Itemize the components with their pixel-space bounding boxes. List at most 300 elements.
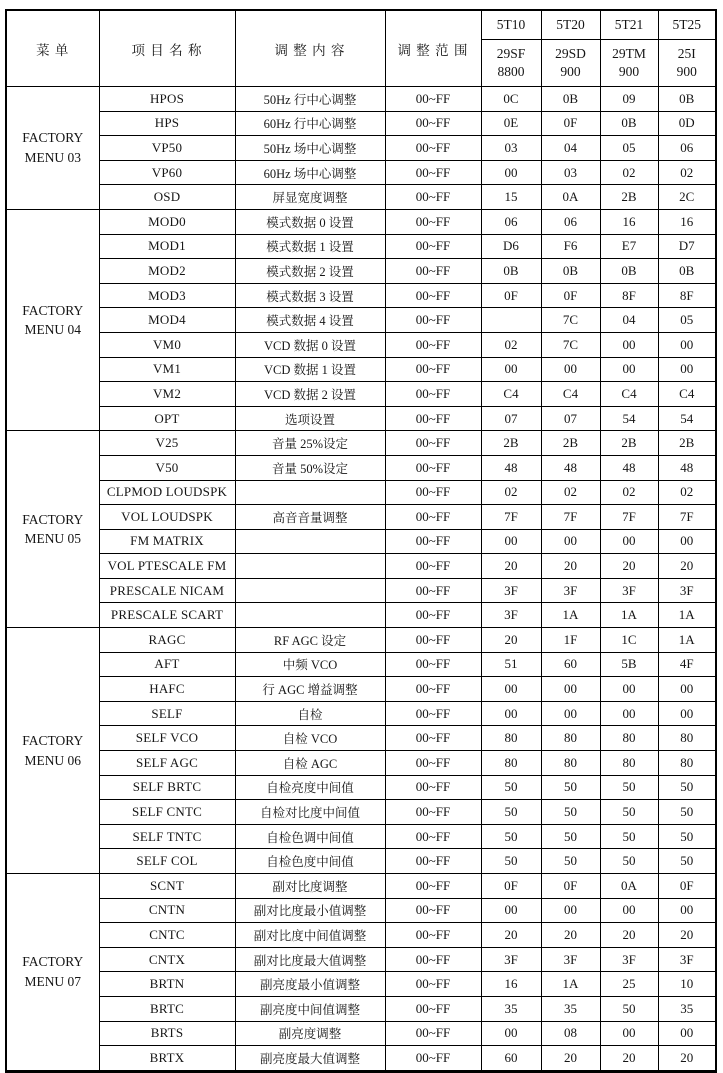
adjust-content-cell: 自检亮度中间值	[235, 775, 385, 800]
model-value-cell: 8F	[600, 283, 658, 308]
table-row	[6, 185, 716, 210]
table-row	[6, 480, 716, 505]
model-value-cell: 0F	[541, 874, 600, 899]
model-value-cell: 10	[658, 972, 716, 997]
table-row	[6, 160, 716, 185]
adjust-content-cell: 音量 25%设定	[235, 431, 385, 456]
table-row	[6, 382, 716, 407]
model-value-cell: 7F	[658, 505, 716, 530]
adjust-range-cell: 00~FF	[385, 800, 481, 825]
table-row	[6, 603, 716, 628]
model-value-cell: 0B	[600, 259, 658, 284]
table-header	[6, 10, 716, 87]
model-value-cell: 00	[600, 1021, 658, 1046]
model-value-cell: 20	[541, 1046, 600, 1072]
model-value-cell: 3F	[658, 578, 716, 603]
model-value-cell: 00	[600, 898, 658, 923]
model-value-cell: 00	[600, 677, 658, 702]
chassis-line: 29SF	[496, 46, 526, 62]
adjust-content-cell	[235, 554, 385, 579]
header-chassis-25i900	[658, 40, 716, 87]
item-name-cell: MOD2	[99, 259, 235, 284]
model-value-cell: 03	[541, 160, 600, 185]
model-value-cell: 2B	[600, 185, 658, 210]
table-row	[6, 554, 716, 579]
adjust-range-cell: 00~FF	[385, 972, 481, 997]
table-row	[6, 898, 716, 923]
model-value-cell: 00	[481, 160, 541, 185]
model-value-cell: 20	[481, 554, 541, 579]
header-model-5t21: 5T21	[600, 10, 658, 40]
adjust-content-cell: 模式数据 3 设置	[235, 283, 385, 308]
item-name-cell: VOL PTESCALE FM	[99, 554, 235, 579]
item-name-cell: MOD4	[99, 308, 235, 333]
model-value-cell: 07	[481, 406, 541, 431]
model-value-cell: 15	[481, 185, 541, 210]
model-value-cell: 00	[541, 529, 600, 554]
model-value-cell: 00	[541, 677, 600, 702]
menu-section-line: MENU 04	[24, 322, 82, 338]
adjust-content-cell: 60Hz 场中心调整	[235, 160, 385, 185]
model-value-cell: 80	[600, 751, 658, 776]
adjust-range-cell: 00~FF	[385, 677, 481, 702]
model-value-cell: 0F	[541, 111, 600, 136]
model-value-cell: 54	[658, 406, 716, 431]
model-value-cell: 3F	[541, 578, 600, 603]
adjust-range-cell: 00~FF	[385, 824, 481, 849]
chassis-line: 8800	[497, 64, 525, 79]
table-row	[6, 824, 716, 849]
model-value-cell: 0C	[481, 87, 541, 112]
model-value-cell: 04	[600, 308, 658, 333]
adjust-content-cell: 模式数据 2 设置	[235, 259, 385, 284]
model-value-cell: 48	[541, 455, 600, 480]
model-value-cell: 20	[541, 554, 600, 579]
model-value-cell: 00	[658, 898, 716, 923]
model-value-cell: 80	[658, 726, 716, 751]
chassis-line: 900	[676, 64, 697, 79]
model-value-cell: C4	[541, 382, 600, 407]
adjust-range-cell: 00~FF	[385, 357, 481, 382]
model-value-cell: 1C	[600, 628, 658, 653]
model-value-cell: 50	[600, 996, 658, 1021]
menu-section-line: MENU 05	[24, 531, 82, 547]
model-value-cell: 0A	[600, 874, 658, 899]
model-value-cell: 50	[600, 849, 658, 874]
model-value-cell: 00	[658, 677, 716, 702]
model-value-cell: 0B	[658, 259, 716, 284]
chassis-line: 29TM	[612, 46, 646, 62]
item-name-cell: BRTN	[99, 972, 235, 997]
model-value-cell: 3F	[481, 947, 541, 972]
adjust-range-cell: 00~FF	[385, 775, 481, 800]
adjust-content-cell: 自检 VCO	[235, 726, 385, 751]
adjust-range-cell: 00~FF	[385, 308, 481, 333]
adjust-range-cell: 00~FF	[385, 382, 481, 407]
item-name-cell: SCNT	[99, 874, 235, 899]
model-value-cell: 00	[481, 898, 541, 923]
table-row	[6, 751, 716, 776]
item-name-cell: FM MATRIX	[99, 529, 235, 554]
model-value-cell: 00	[481, 357, 541, 382]
menu-section-label	[6, 87, 99, 210]
adjust-content-cell: RF AGC 设定	[235, 628, 385, 653]
item-name-cell: OPT	[99, 406, 235, 431]
adjust-range-cell: 00~FF	[385, 947, 481, 972]
item-name-cell: SELF CNTC	[99, 800, 235, 825]
item-name-cell: VM0	[99, 332, 235, 357]
table-row	[6, 87, 716, 112]
model-value-cell: 80	[600, 726, 658, 751]
adjust-content-cell: 50Hz 行中心调整	[235, 87, 385, 112]
adjust-content-cell: 副对比度最大值调整	[235, 947, 385, 972]
adjust-content-cell: 副亮度调整	[235, 1021, 385, 1046]
menu-section-line: FACTORY	[22, 954, 84, 970]
model-value-cell: 06	[658, 136, 716, 161]
model-value-cell: 50	[658, 775, 716, 800]
header-chassis-29sf8800	[481, 40, 541, 87]
factory-menu-table	[5, 9, 717, 1073]
model-value-cell: 00	[541, 357, 600, 382]
model-value-cell: 00	[481, 529, 541, 554]
model-value-cell: D6	[481, 234, 541, 259]
header-content-column: 调 整 内 容	[235, 10, 385, 87]
model-value-cell: 00	[481, 701, 541, 726]
model-value-cell: 3F	[658, 947, 716, 972]
table-row	[6, 947, 716, 972]
model-value-cell: 00	[658, 1021, 716, 1046]
table-row	[6, 529, 716, 554]
model-value-cell: 8F	[658, 283, 716, 308]
model-value-cell: 50	[541, 849, 600, 874]
model-value-cell: 16	[600, 209, 658, 234]
model-value-cell: 50	[658, 849, 716, 874]
model-value-cell: 04	[541, 136, 600, 161]
adjust-range-cell: 00~FF	[385, 554, 481, 579]
menu-section-label	[6, 874, 99, 1072]
adjust-content-cell: 自检	[235, 701, 385, 726]
model-value-cell: 3F	[541, 947, 600, 972]
adjust-range-cell: 00~FF	[385, 431, 481, 456]
item-name-cell: HPOS	[99, 87, 235, 112]
header-model-5t25: 5T25	[658, 10, 716, 40]
adjust-content-cell: 自检对比度中间值	[235, 800, 385, 825]
model-value-cell: 20	[658, 1046, 716, 1072]
model-value-cell: 0F	[658, 874, 716, 899]
adjust-range-cell: 00~FF	[385, 136, 481, 161]
adjust-content-cell: 自检色度中间值	[235, 849, 385, 874]
adjust-range-cell: 00~FF	[385, 578, 481, 603]
adjust-content-cell: 模式数据 1 设置	[235, 234, 385, 259]
adjust-range-cell: 00~FF	[385, 209, 481, 234]
model-value-cell: 00	[600, 357, 658, 382]
model-value-cell: 50	[481, 849, 541, 874]
model-value-cell: 20	[658, 554, 716, 579]
model-value-cell: 7F	[600, 505, 658, 530]
item-name-cell: HAFC	[99, 677, 235, 702]
table-row	[6, 308, 716, 333]
adjust-range-cell: 00~FF	[385, 283, 481, 308]
table-row	[6, 923, 716, 948]
model-value-cell: 09	[600, 87, 658, 112]
adjust-content-cell: 副亮度最大值调整	[235, 1046, 385, 1072]
model-value-cell: 7C	[541, 332, 600, 357]
model-value-cell: 50	[658, 824, 716, 849]
adjust-content-cell	[235, 529, 385, 554]
model-value-cell: 00	[600, 701, 658, 726]
model-value-cell: 80	[481, 751, 541, 776]
table-row	[6, 628, 716, 653]
chassis-line: 25I	[677, 46, 696, 62]
model-value-cell: 48	[600, 455, 658, 480]
adjust-range-cell: 00~FF	[385, 234, 481, 259]
model-value-cell: 20	[600, 554, 658, 579]
chassis-line: 900	[560, 64, 581, 79]
table-row	[6, 652, 716, 677]
item-name-cell: SELF	[99, 701, 235, 726]
model-value-cell: 5B	[600, 652, 658, 677]
model-value-cell: 0F	[481, 874, 541, 899]
model-value-cell: 50	[658, 800, 716, 825]
model-value-cell: 1F	[541, 628, 600, 653]
table-row	[6, 357, 716, 382]
model-value-cell: 2B	[600, 431, 658, 456]
adjust-range-cell: 00~FF	[385, 923, 481, 948]
adjust-range-cell: 00~FF	[385, 160, 481, 185]
model-value-cell: 02	[541, 480, 600, 505]
adjust-range-cell: 00~FF	[385, 480, 481, 505]
model-value-cell: 80	[481, 726, 541, 751]
table-row	[6, 505, 716, 530]
menu-section-line: FACTORY	[22, 511, 84, 527]
model-value-cell: 02	[600, 480, 658, 505]
adjust-content-cell: 50Hz 场中心调整	[235, 136, 385, 161]
item-name-cell: BRTX	[99, 1046, 235, 1072]
item-name-cell: SELF AGC	[99, 751, 235, 776]
model-value-cell: 00	[658, 701, 716, 726]
model-value-cell: 35	[658, 996, 716, 1021]
table-row	[6, 874, 716, 899]
item-name-cell: CNTC	[99, 923, 235, 948]
model-value-cell: 50	[541, 800, 600, 825]
item-name-cell: V50	[99, 455, 235, 480]
adjust-content-cell: 行 AGC 增益调整	[235, 677, 385, 702]
table-row	[6, 1021, 716, 1046]
model-value-cell: 20	[600, 1046, 658, 1072]
item-name-cell: PRESCALE NICAM	[99, 578, 235, 603]
item-name-cell: SELF VCO	[99, 726, 235, 751]
table-row	[6, 972, 716, 997]
table-row	[6, 726, 716, 751]
menu-section-line: FACTORY	[22, 130, 84, 146]
adjust-content-cell: 中频 VCO	[235, 652, 385, 677]
model-value-cell: 1A	[600, 603, 658, 628]
header-model-5t10: 5T10	[481, 10, 541, 40]
table-row	[6, 775, 716, 800]
model-value-cell: 80	[541, 751, 600, 776]
header-chassis-29sd900	[541, 40, 600, 87]
adjust-content-cell	[235, 480, 385, 505]
model-value-cell: 51	[481, 652, 541, 677]
model-value-cell: 0A	[541, 185, 600, 210]
model-value-cell: 00	[541, 701, 600, 726]
model-value-cell: 48	[658, 455, 716, 480]
model-value-cell: 20	[481, 923, 541, 948]
item-name-cell: VM1	[99, 357, 235, 382]
model-value-cell: 2B	[658, 431, 716, 456]
adjust-content-cell: 选项设置	[235, 406, 385, 431]
model-value-cell: 08	[541, 1021, 600, 1046]
item-name-cell: HPS	[99, 111, 235, 136]
adjust-range-cell: 00~FF	[385, 529, 481, 554]
menu-section-label	[6, 431, 99, 628]
adjust-range-cell: 00~FF	[385, 603, 481, 628]
item-name-cell: CNTX	[99, 947, 235, 972]
table-row	[6, 259, 716, 284]
table-row	[6, 332, 716, 357]
model-value-cell: 00	[481, 1021, 541, 1046]
item-name-cell: V25	[99, 431, 235, 456]
adjust-content-cell	[235, 603, 385, 628]
table-row	[6, 406, 716, 431]
model-value-cell: 00	[600, 529, 658, 554]
adjust-content-cell: VCD 数据 0 设置	[235, 332, 385, 357]
adjust-content-cell: 副亮度最小值调整	[235, 972, 385, 997]
model-value-cell: 16	[658, 209, 716, 234]
adjust-range-cell: 00~FF	[385, 259, 481, 284]
model-value-cell: 00	[658, 357, 716, 382]
model-value-cell: 0F	[541, 283, 600, 308]
model-value-cell: 60	[541, 652, 600, 677]
model-value-cell: 02	[658, 480, 716, 505]
table-row	[6, 996, 716, 1021]
adjust-content-cell: 模式数据 0 设置	[235, 209, 385, 234]
adjust-range-cell: 00~FF	[385, 1046, 481, 1072]
model-value-cell: 50	[481, 824, 541, 849]
model-value-cell: 1A	[658, 628, 716, 653]
table-row	[6, 136, 716, 161]
header-item-column: 项 目 名 称	[99, 10, 235, 87]
model-value-cell: 02	[481, 480, 541, 505]
model-value-cell: 3F	[600, 578, 658, 603]
model-value-cell: 54	[600, 406, 658, 431]
adjust-range-cell: 00~FF	[385, 874, 481, 899]
model-value-cell: D7	[658, 234, 716, 259]
adjust-content-cell: 屏显宽度调整	[235, 185, 385, 210]
model-value-cell: 50	[600, 824, 658, 849]
menu-section-line: MENU 03	[24, 149, 82, 165]
model-value-cell: 2B	[481, 431, 541, 456]
table-row	[6, 677, 716, 702]
item-name-cell: SELF TNTC	[99, 824, 235, 849]
menu-section-line: FACTORY	[22, 732, 84, 748]
model-value-cell: 0E	[481, 111, 541, 136]
adjust-content-cell: 副对比度调整	[235, 874, 385, 899]
adjust-content-cell: 自检 AGC	[235, 751, 385, 776]
model-value-cell: 1A	[541, 603, 600, 628]
model-value-cell: 02	[600, 160, 658, 185]
item-name-cell: MOD1	[99, 234, 235, 259]
model-value-cell: 48	[481, 455, 541, 480]
model-value-cell: 3F	[600, 947, 658, 972]
adjust-range-cell: 00~FF	[385, 652, 481, 677]
menu-section-label	[6, 209, 99, 430]
adjust-content-cell: 60Hz 行中心调整	[235, 111, 385, 136]
adjust-range-cell: 00~FF	[385, 111, 481, 136]
model-value-cell: 25	[600, 972, 658, 997]
model-value-cell: 2C	[658, 185, 716, 210]
model-value-cell: 00	[600, 332, 658, 357]
item-name-cell: VOL LOUDSPK	[99, 505, 235, 530]
model-value-cell: 00	[481, 677, 541, 702]
item-name-cell: VP60	[99, 160, 235, 185]
table-row	[6, 283, 716, 308]
model-value-cell: 50	[481, 775, 541, 800]
adjust-range-cell: 00~FF	[385, 898, 481, 923]
adjust-content-cell: 自检色调中间值	[235, 824, 385, 849]
model-value-cell: C4	[658, 382, 716, 407]
adjust-range-cell: 00~FF	[385, 849, 481, 874]
model-value-cell: 00	[658, 332, 716, 357]
model-value-cell: 0B	[481, 259, 541, 284]
model-value-cell: 35	[481, 996, 541, 1021]
model-value-cell: 2B	[541, 431, 600, 456]
adjust-range-cell: 00~FF	[385, 996, 481, 1021]
model-value-cell: 1A	[658, 603, 716, 628]
menu-section-line: MENU 06	[24, 752, 82, 768]
model-value-cell: 00	[541, 898, 600, 923]
model-value-cell: 80	[541, 726, 600, 751]
adjust-range-cell: 00~FF	[385, 87, 481, 112]
model-value-cell: 50	[541, 775, 600, 800]
table-row	[6, 455, 716, 480]
model-value-cell: 50	[541, 824, 600, 849]
table-row	[6, 578, 716, 603]
item-name-cell: CNTN	[99, 898, 235, 923]
menu-section-label	[6, 628, 99, 874]
item-name-cell: SELF BRTC	[99, 775, 235, 800]
model-value-cell: C4	[600, 382, 658, 407]
adjust-content-cell: 高音音量调整	[235, 505, 385, 530]
model-value-cell: 80	[658, 751, 716, 776]
adjust-range-cell: 00~FF	[385, 185, 481, 210]
model-value-cell: 0D	[658, 111, 716, 136]
model-value-cell: 7F	[541, 505, 600, 530]
adjust-range-cell: 00~FF	[385, 505, 481, 530]
model-value-cell: 4F	[658, 652, 716, 677]
adjust-range-cell: 00~FF	[385, 751, 481, 776]
adjust-content-cell: VCD 数据 1 设置	[235, 357, 385, 382]
model-value-cell: 16	[481, 972, 541, 997]
item-name-cell: BRTC	[99, 996, 235, 1021]
adjust-content-cell	[235, 578, 385, 603]
model-value-cell: 02	[658, 160, 716, 185]
menu-section-line: FACTORY	[22, 302, 84, 318]
item-name-cell: VM2	[99, 382, 235, 407]
adjust-content-cell: 副亮度中间值调整	[235, 996, 385, 1021]
model-value-cell: 0B	[541, 87, 600, 112]
item-name-cell: MOD0	[99, 209, 235, 234]
model-value-cell: 06	[481, 209, 541, 234]
header-menu-column: 菜 单	[6, 10, 99, 87]
model-value-cell: 02	[481, 332, 541, 357]
model-value-cell: 05	[600, 136, 658, 161]
model-value-cell: E7	[600, 234, 658, 259]
model-value-cell: 7C	[541, 308, 600, 333]
model-value-cell: 50	[600, 800, 658, 825]
header-range-column: 调 整 范 围	[385, 10, 481, 87]
model-value-cell: 00	[658, 529, 716, 554]
